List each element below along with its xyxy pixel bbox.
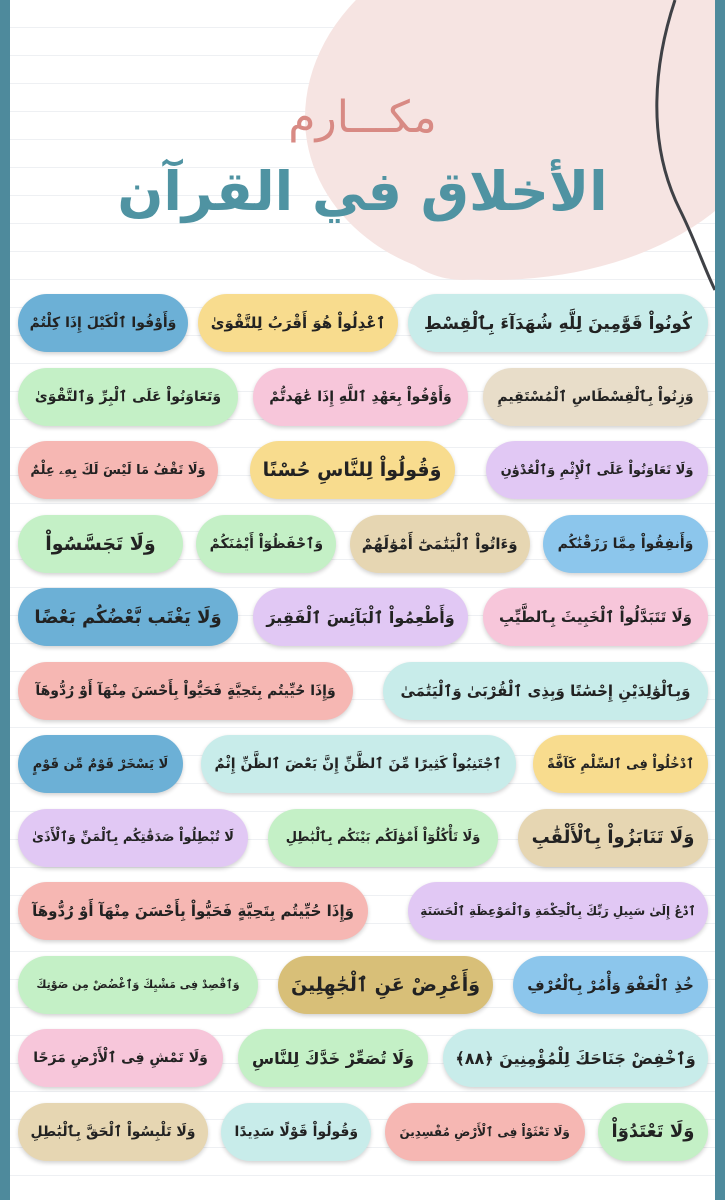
verse-pill: وَٱحْفَظُوٓاْ أَيْمَٰنَكُمْ: [196, 515, 336, 573]
verse-row: [18, 949, 708, 1021]
verse-row: [18, 655, 708, 727]
verse-pill: وَبِٱلْوَٰلِدَيْنِ إِحْسَٰنًا وَبِذِى ٱلْقُرْبَىٰ وَٱلْيَتَٰمَىٰ: [383, 662, 708, 720]
verse-pill: لَا تُبْطِلُواْ صَدَقَٰتِكُم بِٱلْمَنِّ وَٱلْأَذَىٰ: [18, 809, 248, 867]
verse-pill: وَأَوْفُواْ بِعَهْدِ ٱللَّهِ إِذَا عَٰهَدتُّمْ: [253, 368, 468, 426]
verse-pill: كُونُواْ قَوَّٰمِينَ لِلَّهِ شُهَدَآءَ بِٱلْقِسْطِ: [408, 294, 708, 352]
verse-pill: وَأَعْرِضْ عَنِ ٱلْجَٰهِلِينَ: [278, 956, 493, 1014]
verse-pill: وَلَا تَنَابَزُواْ بِٱلْأَلْقَٰبِ: [518, 809, 708, 867]
verse-row: [18, 875, 708, 947]
verse-row: [18, 287, 708, 359]
verse-row: [18, 581, 708, 653]
verse-pill: وَتَعَاوَنُواْ عَلَى ٱلْبِرِّ وَٱلتَّقْوَىٰ: [18, 368, 238, 426]
verse-pill: ٱعْدِلُواْ هُوَ أَقْرَبُ لِلتَّقْوَىٰ: [198, 294, 398, 352]
verse-pill: وَلَا تَتَبَدَّلُواْ ٱلْخَبِيثَ بِٱلطَّيِّبِ: [483, 588, 708, 646]
verse-pill: ٱجْتَنِبُواْ كَثِيرًا مِّنَ ٱلظَّنِّ إِنَّ بَعْضَ ٱلظَّنِّ إِثْمٌ: [201, 735, 516, 793]
verse-pill: وَلَا يَغْتَب بَّعْضُكُم بَعْضًا: [18, 588, 238, 646]
verse-row: [18, 728, 708, 800]
verse-pill: وَقُولُواْ لِلنَّاسِ حُسْنًا: [250, 441, 455, 499]
verse-pill: وَلَا تَعْثَوْاْ فِى ٱلْأَرْضِ مُفْسِدِينَ: [385, 1103, 585, 1161]
verse-row: [18, 1022, 708, 1094]
page-background: [10, 0, 715, 1200]
verse-pill: وَلَا تَعَاوَنُواْ عَلَى ٱلْإِثْمِ وَٱلْعُدْوَٰنِ: [486, 441, 708, 499]
verse-pill: ٱدْخُلُواْ فِى ٱلسِّلْمِ كَآفَّةً: [533, 735, 708, 793]
title-top-word: مكـــارم: [288, 92, 437, 143]
verse-pill: وَلَا تَقْفُ مَا لَيْسَ لَكَ بِهِۦ عِلْمٌ: [18, 441, 218, 499]
verse-pill: ٱدْعُ إِلَىٰ سَبِيلِ رَبِّكَ بِٱلْحِكْمَةِ وَٱلْمَوْعِظَةِ ٱلْحَسَنَةِ: [408, 882, 708, 940]
verse-pill: وَلَا تَلْبِسُواْ ٱلْحَقَّ بِٱلْبَٰطِلِ: [18, 1103, 208, 1161]
verses-grid: [18, 287, 708, 1169]
verse-pill: وَإِذَا حُيِّيتُم بِتَحِيَّةٍ فَحَيُّواْ بِأَحْسَنَ مِنْهَآ أَوْ رُدُّوهَآ: [18, 662, 353, 720]
verse-pill: وَأَنفِقُواْ مِمَّا رَزَقْنَٰكُم: [543, 515, 708, 573]
verse-pill: خُذِ ٱلْعَفْوَ وَأْمُرْ بِٱلْعُرْفِ: [513, 956, 708, 1014]
verse-pill: وَأَوْفُوا ٱلْكَيْلَ إِذَا كِلْتُمْ: [18, 294, 188, 352]
verse-pill: وَقُولُواْ قَوْلًا سَدِيدًا: [221, 1103, 371, 1161]
verse-pill: وَأَطْعِمُواْ ٱلْبَآئِسَ ٱلْفَقِيرَ: [253, 588, 468, 646]
verse-pill: وَٱقْصِدْ فِى مَشْيِكَ وَٱغْضُضْ مِن صَوْتِكَ: [18, 956, 258, 1014]
verse-pill: وَلَا تَمْشِ فِى ٱلْأَرْضِ مَرَحًا: [18, 1029, 223, 1087]
verse-pill: وَإِذَا حُيِّيتُم بِتَحِيَّةٍ فَحَيُّواْ بِأَحْسَنَ مِنْهَآ أَوْ رُدُّوهَآ: [18, 882, 368, 940]
verse-row: [18, 802, 708, 874]
decorative-curve-line: [635, 0, 715, 300]
verse-pill: وَٱخْفِضْ جَنَاحَكَ لِلْمُؤْمِنِينَ ﴿٨٨﴾: [443, 1029, 708, 1087]
verse-row: [18, 508, 708, 580]
verse-pill: وَءَاتُواْ ٱلْيَتَٰمَىٰٓ أَمْوَٰلَهُمْ: [350, 515, 530, 573]
verse-row: [18, 434, 708, 506]
verse-pill: وَلَا تُصَعِّرْ خَدَّكَ لِلنَّاسِ: [238, 1029, 428, 1087]
verse-pill: لَا يَسْخَرْ قَوْمٌ مِّن قَوْمٍ: [18, 735, 183, 793]
verse-pill: وَلَا تَعْتَدُوٓاْ: [598, 1103, 708, 1161]
verse-pill: وَزِنُواْ بِٱلْقِسْطَاسِ ٱلْمُسْتَقِيمِ: [483, 368, 708, 426]
verse-row: [18, 361, 708, 433]
verse-row: [18, 1096, 708, 1168]
verse-pill: وَلَا تَأْكُلُوٓاْ أَمْوَٰلَكُم بَيْنَكُم بِٱلْبَٰطِلِ: [268, 809, 498, 867]
verse-pill: وَلَا تَجَسَّسُواْ: [18, 515, 183, 573]
page-title: الأخلاق في القرآن: [117, 160, 608, 223]
